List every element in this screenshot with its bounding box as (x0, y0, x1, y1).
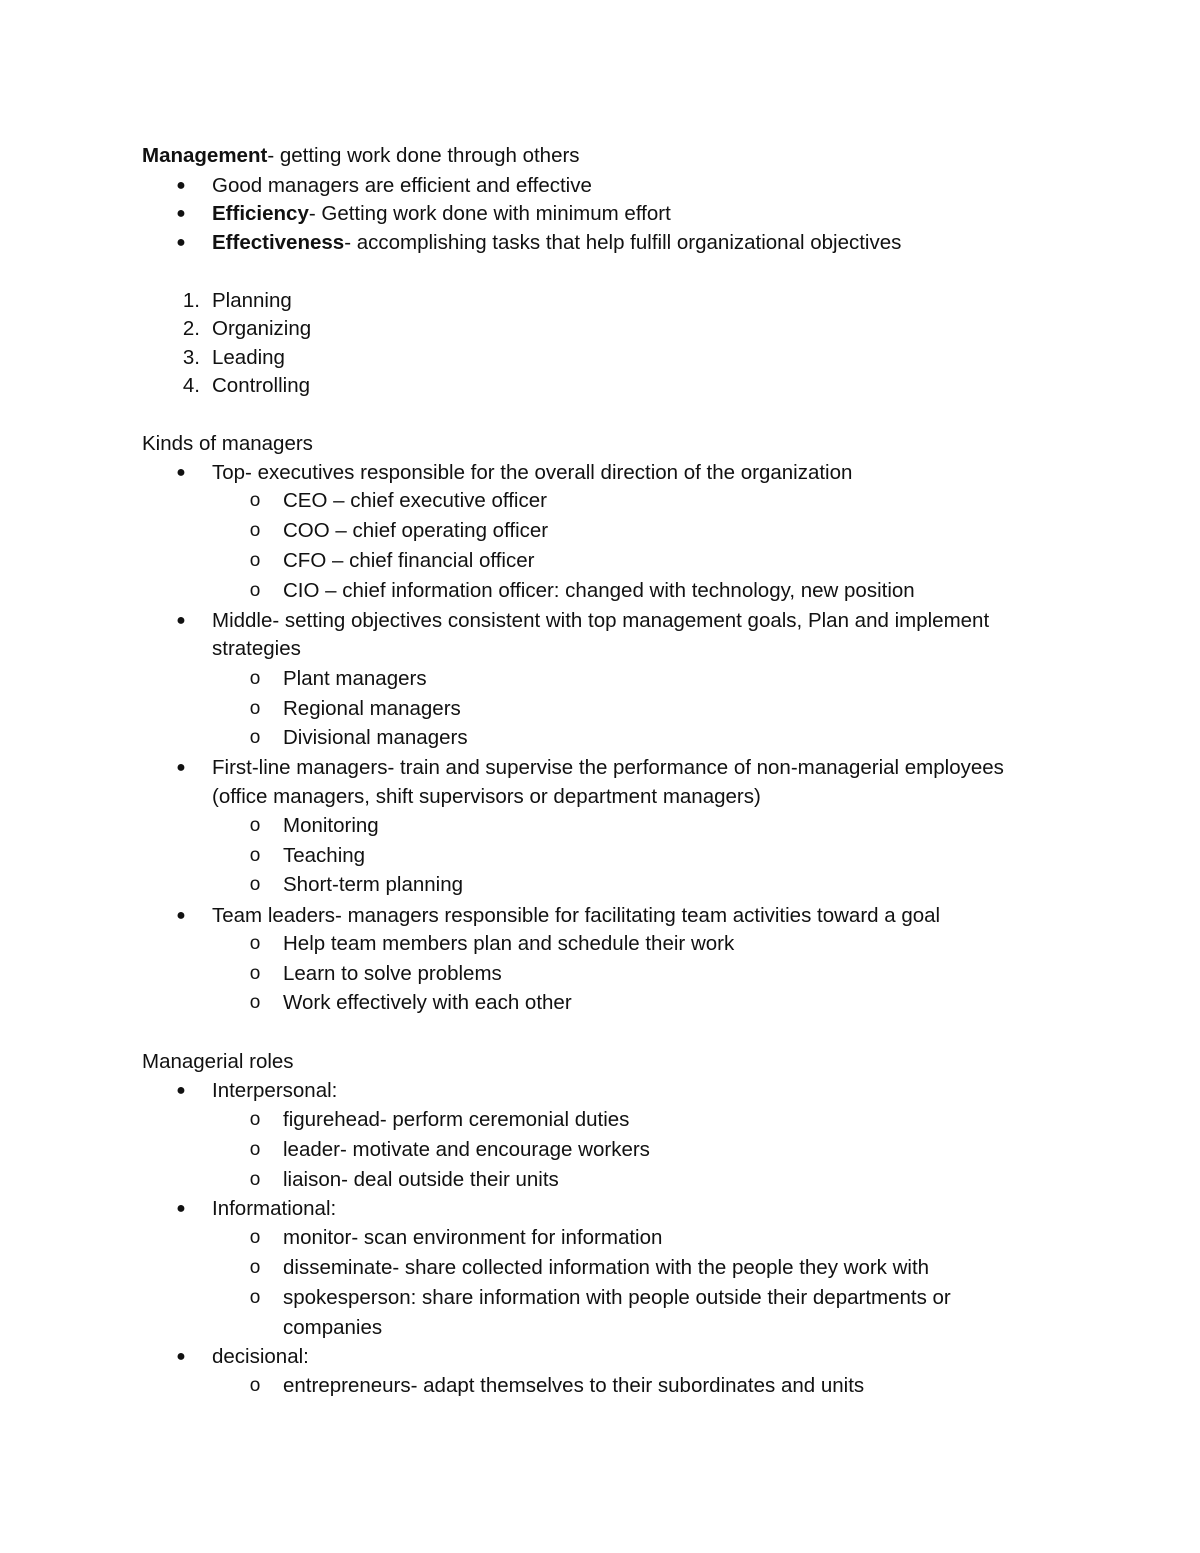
sub-bullet-icon: o (249, 1169, 261, 1190)
sub-bullet-icon: o (249, 1287, 261, 1308)
management-definition: - getting work done through others (267, 144, 580, 167)
list-item-continuation: strategies (212, 637, 301, 660)
function-item: Controlling (212, 374, 310, 397)
bullet-icon: ● (176, 177, 186, 194)
sub-list-item: figurehead- perform ceremonial duties (283, 1108, 630, 1131)
list-number: 2. (182, 317, 200, 340)
list-number: 4. (182, 374, 200, 397)
sub-list-item: Monitoring (283, 814, 379, 837)
sub-bullet-icon: o (249, 815, 261, 836)
list-item-text: - accomplishing tasks that help fulfill organizational objectives (344, 231, 902, 254)
list-item (212, 228, 901, 258)
sub-bullet-icon: o (249, 580, 261, 601)
management-term: Management (142, 144, 268, 167)
sub-bullet-icon: o (249, 520, 261, 541)
list-number: 3. (182, 346, 200, 369)
sub-bullet-icon: o (249, 1375, 261, 1396)
sub-bullet-icon: o (249, 698, 261, 719)
sub-list-item: Short-term planning (283, 873, 464, 896)
bullet-icon: ● (176, 612, 186, 629)
list-item-text: - Getting work done with minimum effort (308, 202, 671, 225)
list-item: Interpersonal: (212, 1079, 338, 1102)
bullet-icon: ● (176, 234, 186, 251)
bullet-icon: ● (176, 205, 186, 222)
sub-bullet-icon: o (249, 845, 261, 866)
efficiency-term: Efficiency (212, 202, 309, 225)
sub-list-item: Divisional managers (283, 726, 468, 749)
sub-bullet-icon: o (249, 1227, 261, 1248)
list-item-continuation: (office managers, shift supervisors or department managers) (212, 785, 761, 808)
sub-bullet-icon: o (249, 668, 261, 689)
sub-list-item: liaison- deal outside their units (283, 1168, 559, 1191)
bullet-icon: ● (176, 1348, 186, 1365)
sub-bullet-icon: o (249, 874, 261, 895)
sub-list-item: Work effectively with each other (283, 991, 572, 1014)
list-item: First-line managers- train and supervise the performance of non-managerial employees (212, 756, 1004, 779)
sub-list-item: CEO – chief executive officer (283, 489, 547, 512)
list-item: decisional: (212, 1345, 309, 1368)
list-item: Middle- setting objectives consistent with top management goals, Plan and implement (212, 609, 990, 632)
section-heading: Managerial roles (142, 1050, 294, 1073)
sub-list-item: Regional managers (283, 697, 461, 720)
sub-list-item: Learn to solve problems (283, 962, 502, 985)
list-item (212, 171, 592, 201)
sub-list-item: Teaching (283, 844, 366, 867)
sub-list-item: CIO – chief information officer: changed with technology, new position (283, 579, 915, 602)
sub-bullet-icon: o (249, 933, 261, 954)
sub-bullet-icon: o (249, 727, 261, 748)
sub-bullet-icon: o (249, 963, 261, 984)
sub-list-item: Help team members plan and schedule their work (283, 932, 735, 955)
list-item: Top- executives responsible for the overall direction of the organization (212, 461, 853, 484)
sub-list-item-continuation: companies (283, 1316, 383, 1339)
bullet-icon: ● (176, 464, 186, 481)
sub-list-item: COO – chief operating officer (283, 519, 549, 542)
function-item: Organizing (212, 317, 312, 340)
function-item: Planning (212, 289, 292, 312)
bullet-icon: ● (176, 1082, 186, 1099)
section-heading: Kinds of managers (142, 432, 313, 455)
sub-list-item: entrepreneurs- adapt themselves to their subordinates and units (283, 1374, 865, 1397)
list-item: Team leaders- managers responsible for facilitating team activities toward a goal (212, 904, 941, 927)
sub-bullet-icon: o (249, 1139, 261, 1160)
sub-list-item: spokesperson: share information with people outside their departments or (283, 1286, 951, 1309)
bullet-icon: ● (176, 907, 186, 924)
sub-bullet-icon: o (249, 992, 261, 1013)
sub-list-item: leader- motivate and encourage workers (283, 1138, 650, 1161)
list-number: 1. (182, 289, 200, 312)
sub-bullet-icon: o (249, 1109, 261, 1130)
sub-bullet-icon: o (249, 550, 261, 571)
sub-bullet-icon: o (249, 1257, 261, 1278)
sub-list-item: disseminate- share collected information with the people they work with (283, 1256, 930, 1279)
sub-list-item: monitor- scan environment for information (283, 1226, 663, 1249)
list-item: Informational: (212, 1197, 337, 1220)
sub-bullet-icon: o (249, 490, 261, 511)
list-item-text: Good managers are efficient and effective (212, 174, 592, 197)
function-item: Leading (212, 346, 285, 369)
management-definition-line (142, 141, 580, 171)
sub-list-item: Plant managers (283, 667, 427, 690)
effectiveness-term: Effectiveness (212, 231, 345, 254)
list-item (212, 199, 671, 229)
bullet-icon: ● (176, 1200, 186, 1217)
sub-list-item: CFO – chief financial officer (283, 549, 535, 572)
bullet-icon: ● (176, 759, 186, 776)
